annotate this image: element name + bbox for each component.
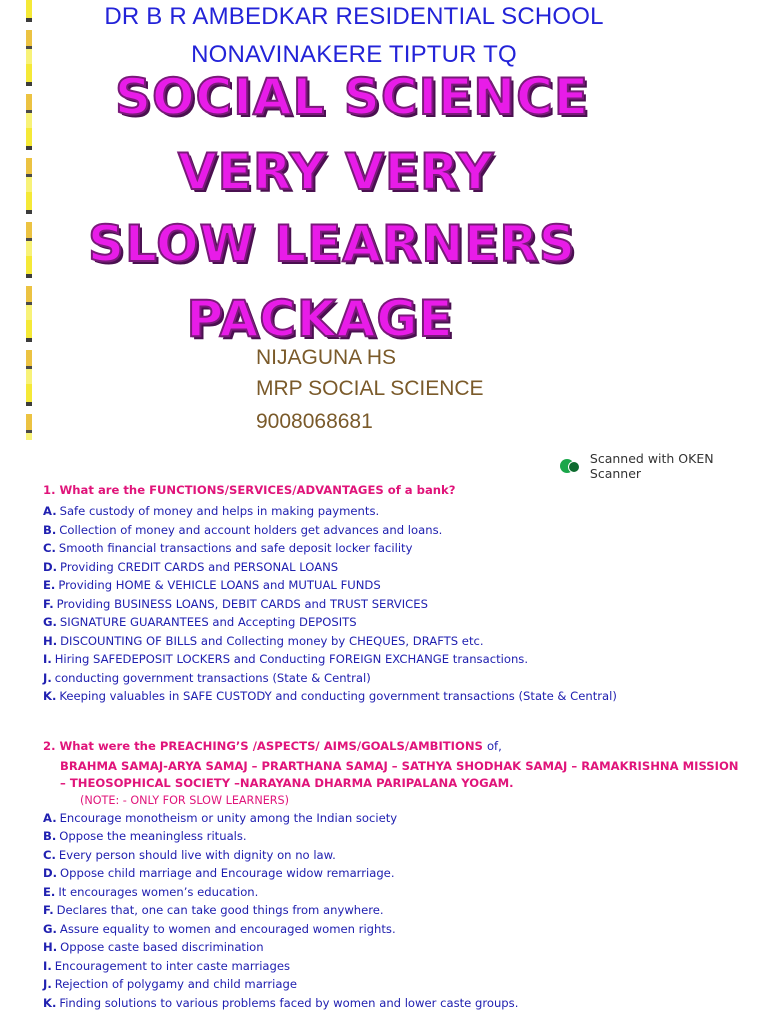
answer-text: Hiring SAFEDEPOSIT LOCKERS and Conducting FOREIGN EXCHANGE transactions. <box>54 652 529 666</box>
answer-text: Safe custody of money and helps in making payments. <box>59 504 380 518</box>
title-line-3: SLOW LEARNERS <box>88 215 576 273</box>
answer-letter: B. <box>43 829 57 843</box>
answer-letter: J. <box>43 977 52 991</box>
organizations-line-2: – THEOSOPHICAL SOCIETY –NARAYANA DHARMA PARIPALANA YOGAM. <box>60 775 514 790</box>
answer-text: Providing BUSINESS LOANS, DEBIT CARDS and TRUST SERVICES <box>56 596 428 611</box>
answer-text: Providing HOME & VEHICLE LOANS and MUTUAL FUNDS <box>58 578 381 592</box>
answer-item <box>43 938 763 957</box>
answer-text: Oppose child marriage and Encourage widow remarriage. <box>60 866 395 880</box>
answer-text: Smooth financial transactions and safe deposit locker facility <box>58 541 413 555</box>
answer-letter: F. <box>43 903 54 917</box>
answer-letter: A. <box>43 504 57 518</box>
question-1: 1. What are the FUNCTIONS/SERVICES/ADVANTAGES of a bank? <box>43 483 456 497</box>
oken-scanner-logo-icon <box>560 458 582 474</box>
answer-text: Finding solutions to various problems faced by women and lower caste groups. <box>59 995 519 1010</box>
answer-text: Keeping valuables in SAFE CUSTODY and conducting government transactions (State & Central) <box>59 689 617 703</box>
answer-text: Every person should live with dignity on no law. <box>58 847 336 862</box>
answer-item <box>43 595 763 614</box>
answer-item <box>43 846 763 865</box>
question-2 <box>43 738 763 755</box>
answer-text: Encouragement to inter caste marriages <box>54 958 291 973</box>
answer-item <box>43 576 763 595</box>
answer-item <box>43 613 763 632</box>
answer-text: Collection of money and account holders get advances and loans. <box>59 522 443 537</box>
title-line-1: SOCIAL SCIENCE <box>115 68 589 126</box>
answer-item <box>43 558 763 577</box>
answer-text: It encourages women’s education. <box>58 884 259 899</box>
question-2-text: 2. What were the PREACHING’S /ASPECTS/ AIMS/GOALS/AMBITIONS <box>43 738 483 753</box>
organizations-line-1: BRAHMA SAMAJ-ARYA SAMAJ – PRARTHANA SAMAJ – SATHYA SHODHAK SAMAJ – RAMAKRISHNA MISSION <box>60 758 739 773</box>
answer-letter: F. <box>43 596 54 611</box>
answer-item <box>43 883 763 902</box>
school-name: DR B R AMBEDKAR RESIDENTIAL SCHOOL <box>104 3 604 30</box>
answer-text: DISCOUNTING OF BILLS and Collecting money by CHEQUES, DRAFTS etc. <box>60 633 484 648</box>
answer-letter: B. <box>43 522 57 537</box>
answer-item <box>43 864 763 883</box>
answer-item <box>43 502 763 521</box>
answer-text: Encourage monotheism or unity among the Indian society <box>59 810 398 825</box>
title-line-2: VERY VERY <box>177 143 495 201</box>
answer-letter: D. <box>43 559 58 574</box>
answer-item <box>43 920 763 939</box>
document-body <box>43 482 763 1012</box>
answer-letter: H. <box>43 940 58 954</box>
answer-text: Providing CREDIT CARDS and PERSONAL LOANS <box>60 559 339 574</box>
author-phone: 9008068681 <box>256 410 373 433</box>
answer-letter: G. <box>43 615 57 629</box>
answer-letter: I. <box>43 958 52 973</box>
answer-text: Assure equality to women and encouraged women rights. <box>59 921 396 936</box>
answer-list-2 <box>43 809 763 1013</box>
answer-text: conducting government transactions (State & Central) <box>54 670 371 685</box>
answer-list-1 <box>43 502 763 706</box>
answer-item <box>43 650 763 669</box>
question-2-of: of, <box>486 738 502 753</box>
answer-item <box>43 669 763 688</box>
scanner-label: Scanned with OKEN Scanner <box>589 451 714 481</box>
note: (NOTE: - ONLY FOR SLOW LEARNERS) <box>80 793 290 807</box>
answer-letter: G. <box>43 921 57 936</box>
title-line-4: PACKAGE <box>186 290 454 348</box>
answer-text: Declares that, one can take good things from anywhere. <box>56 903 384 917</box>
answer-item <box>43 957 763 976</box>
answer-text: Oppose caste based discrimination <box>60 940 264 954</box>
answer-letter: C. <box>43 847 56 862</box>
answer-letter: J. <box>43 670 52 685</box>
answer-item <box>43 687 763 706</box>
answer-item <box>43 539 763 558</box>
answer-item <box>43 632 763 651</box>
answer-text: SIGNATURE GUARANTEES and Accepting DEPOSITS <box>59 615 357 629</box>
answer-item <box>43 521 763 540</box>
answer-letter: E. <box>43 884 56 899</box>
answer-item <box>43 975 763 994</box>
answer-letter: K. <box>43 995 57 1010</box>
answer-letter: I. <box>43 652 52 666</box>
answer-letter: H. <box>43 633 58 648</box>
answer-text: Rejection of polygamy and child marriage <box>54 977 297 991</box>
answer-item <box>43 994 763 1013</box>
author-role: MRP SOCIAL SCIENCE <box>256 377 484 400</box>
answer-item <box>43 827 763 846</box>
answer-item <box>43 901 763 920</box>
scanner-watermark <box>560 451 768 481</box>
answer-item <box>43 809 763 828</box>
answer-letter: A. <box>43 810 57 825</box>
answer-text: Oppose the meaningless rituals. <box>59 829 247 843</box>
school-location: NONAVINAKERE TIPTUR TQ <box>191 41 517 68</box>
answer-letter: C. <box>43 541 56 555</box>
answer-letter: K. <box>43 689 57 703</box>
author-name: NIJAGUNA HS <box>256 346 397 369</box>
answer-letter: D. <box>43 866 58 880</box>
answer-letter: E. <box>43 578 56 592</box>
